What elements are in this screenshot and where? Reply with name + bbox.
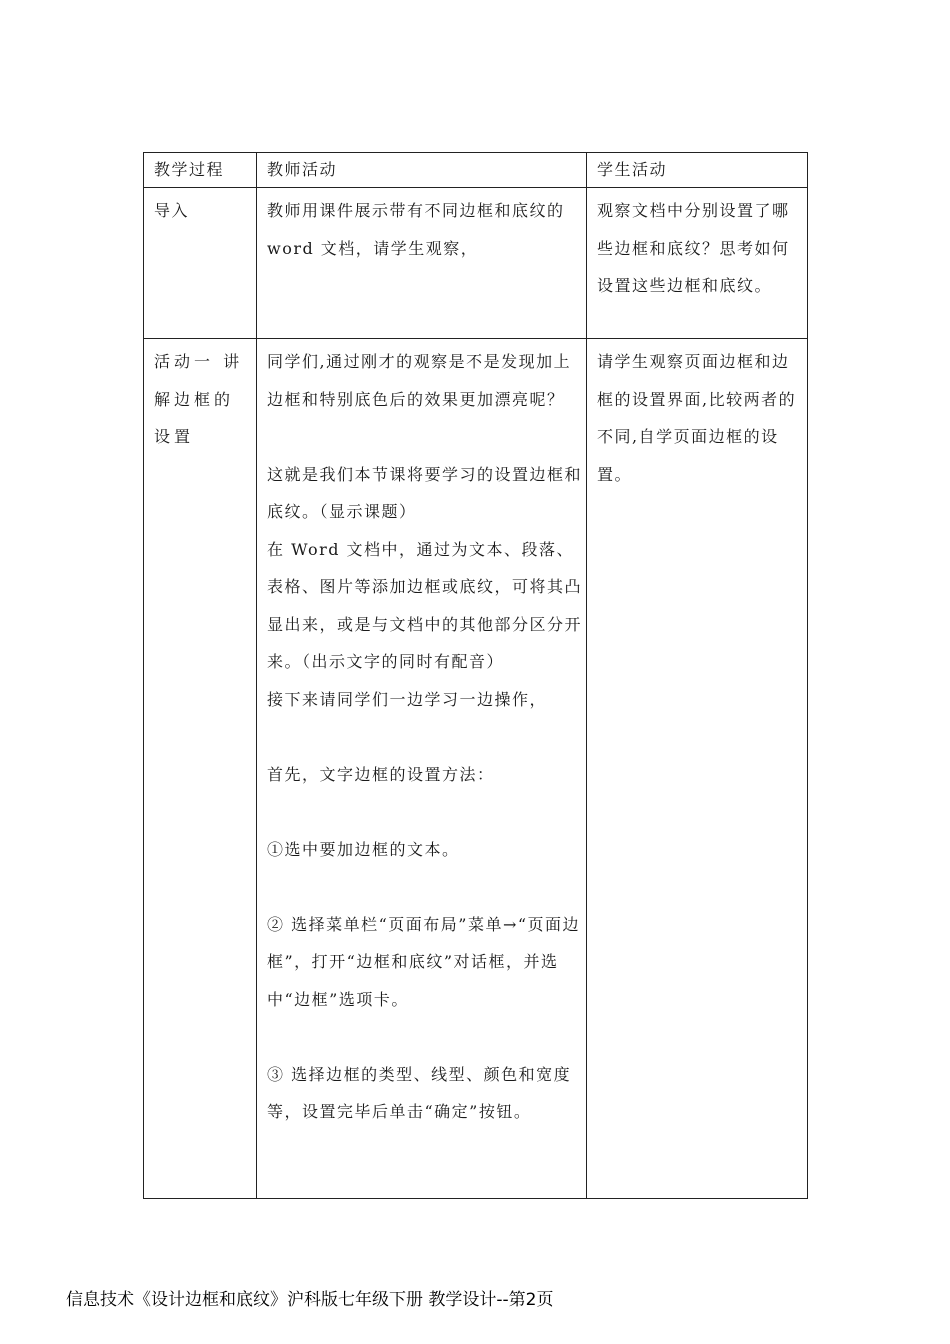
teacher-paragraph: ② 选择菜单栏“页面布局”菜单→“页面边框”，打开“边框和底纹”对话框，并选中“边框”选项卡。: [267, 914, 581, 1009]
student-activity-cell: 观察文档中分别设置了哪些边框和底纹？思考如何设置这些边框和底纹。: [587, 188, 808, 339]
teacher-activity-cell: [257, 188, 587, 339]
process-cell: 活动一 讲解边框的设置: [144, 339, 257, 1199]
teacher-activity-cell: [257, 339, 587, 1199]
student-activity-cell: 请学生观察页面边框和边框的设置界面,比较两者的不同,自学页面边框的设置。: [587, 339, 808, 1199]
teacher-paragraph: 接下来请同学们一边学习一边操作，: [267, 689, 548, 709]
teacher-paragraph: ①选中要加边框的文本。: [267, 839, 460, 859]
page-footer: 信息技术《设计边框和底纹》沪科版七年级下册 教学设计--第2页: [66, 1290, 554, 1310]
teacher-paragraph: 这就是我们本节课将要学习的设置边框和底纹。（显示课题）: [267, 464, 583, 521]
table-row: [144, 188, 808, 339]
teacher-paragraph: 同学们,通过刚才的观察是不是发现加上边框和特别底色后的效果更加漂亮呢？: [267, 352, 572, 409]
process-cell: 导入: [144, 188, 257, 339]
teacher-paragraph: 首先，文字边框的设置方法：: [267, 764, 495, 784]
table-header-row: [144, 153, 808, 188]
table-row: [144, 339, 808, 1199]
lesson-plan-table: [143, 152, 808, 1199]
teacher-paragraph: 在 Word 文档中，通过为文本、段落、表格、图片等添加边框或底纹，可将其凸显出来，或是与文档中的其他部分区分开来。（出示文字的同时有配音）: [267, 539, 583, 671]
header-process: 教学过程: [144, 153, 257, 188]
teacher-paragraph: ③ 选择边框的类型、线型、颜色和宽度等，设置完毕后单击“确定”按钮。: [267, 1064, 572, 1121]
header-student-activity: 学生活动: [587, 153, 808, 188]
header-teacher-activity: 教师活动: [257, 153, 587, 188]
teacher-paragraph: 教师用课件展示带有不同边框和底纹的 word 文档，请学生观察，: [267, 201, 565, 258]
